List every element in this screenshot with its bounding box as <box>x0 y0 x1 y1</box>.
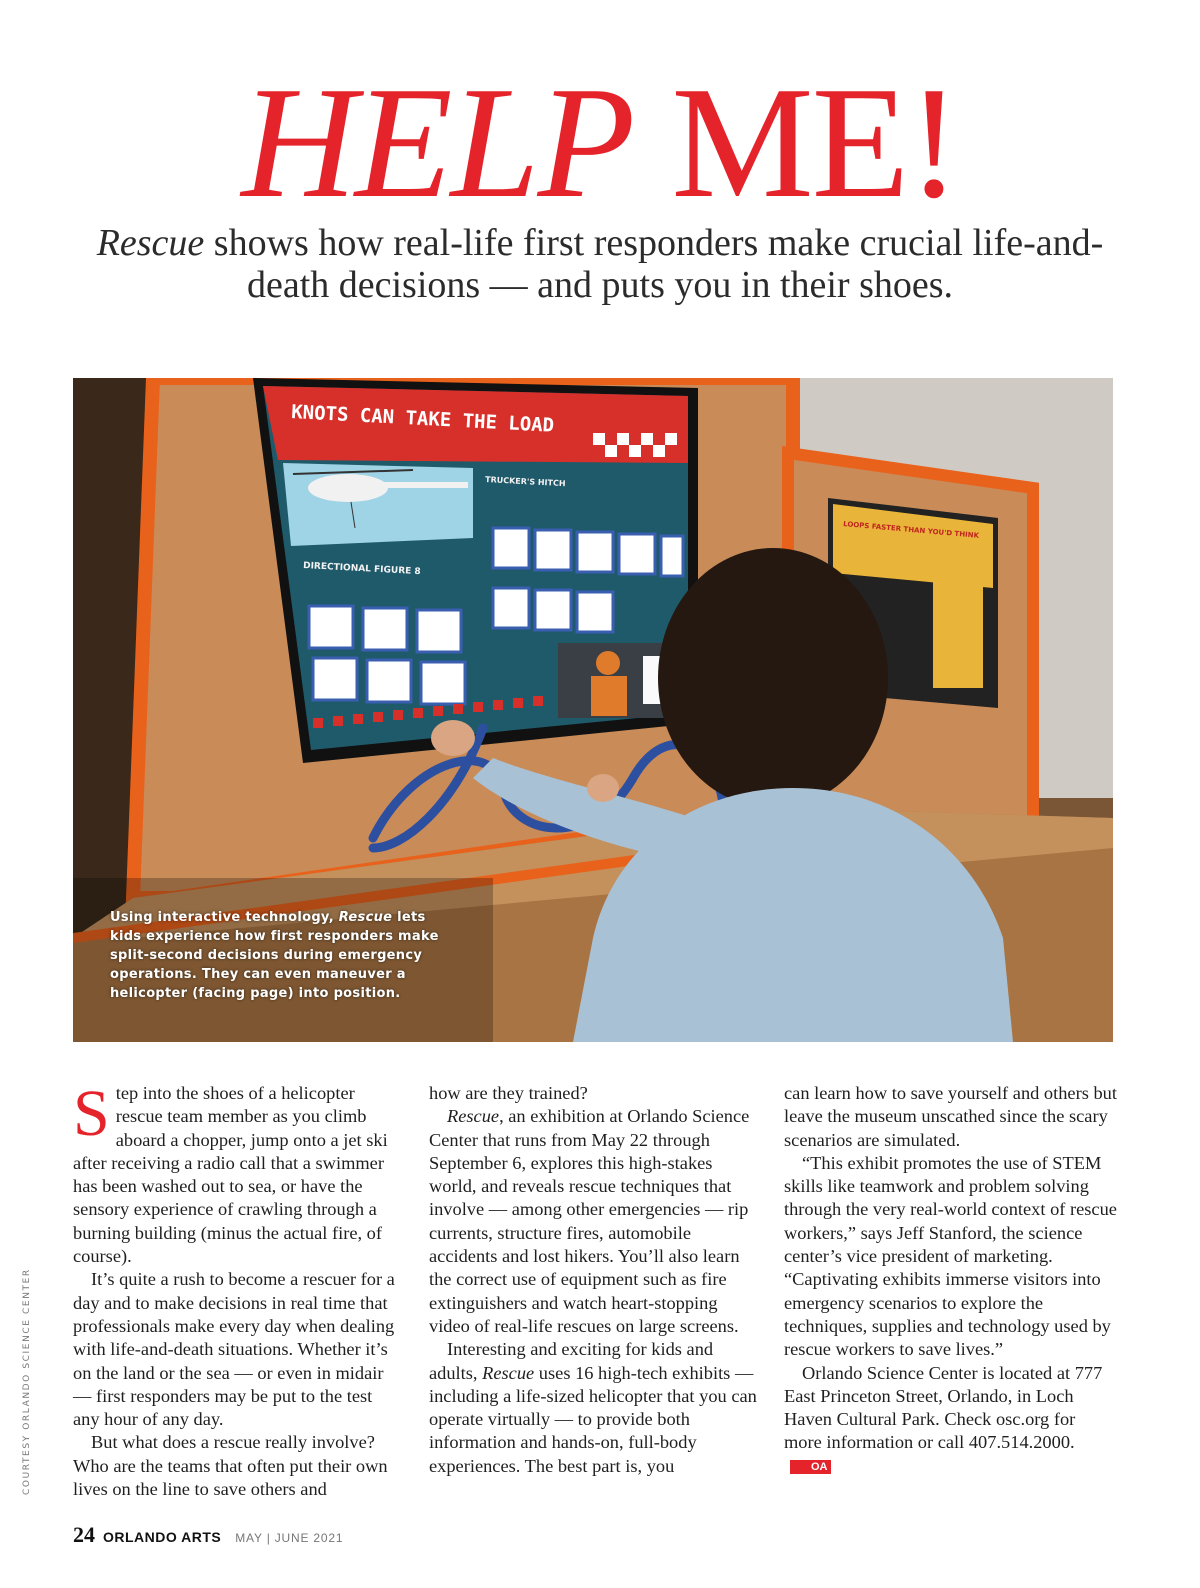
headline-part-2: ME! <box>633 53 959 231</box>
magazine-name: ORLANDO ARTS <box>103 1529 222 1545</box>
article-column-3 <box>784 1082 1117 1478</box>
caption-text-1: Using interactive technology, <box>110 910 339 925</box>
paragraph-3: But what does a rescue really involve? Who are the teams that often put their own lives on the line to save others and <box>73 1432 388 1500</box>
headline <box>0 53 1200 231</box>
deck-italic: Rescue <box>96 222 205 264</box>
issue-date: MAY | JUNE 2021 <box>235 1531 344 1545</box>
side-screen-title: LOOPS FASTER THAN YOU'D THINK <box>842 520 980 540</box>
paragraph-1-text: tep into the shoes of a helicopter rescue team member as you climb aboard a chopper, jump onto a jet ski after receiving a radio call that a swimmer has been washed out to sea, or have the sensory experience of crawling through a burning building (minus the actual fire, of course). <box>73 1083 388 1267</box>
photo-caption <box>110 908 440 1003</box>
article-column-1 <box>73 1077 403 1501</box>
drop-cap: S <box>73 1077 110 1150</box>
panel-left-heading: DIRECTIONAL FIGURE 8 <box>302 561 421 578</box>
screen-title: KNOTS CAN TAKE THE LOAD <box>290 401 555 437</box>
photo-credit: COURTESY ORLANDO SCIENCE CENTER <box>22 1268 32 1495</box>
page-number: 24 <box>73 1522 95 1547</box>
paragraph-1 <box>73 1077 403 1268</box>
paragraph-6 <box>429 1338 759 1478</box>
paragraph-6-italic: Rescue <box>482 1362 535 1383</box>
paragraph-7: can learn how to save yourself and others but leave the museum unscathed since the scary scenarios are simulated. <box>784 1083 1117 1150</box>
paragraph-6-text-a: Interesting and exciting for kids and adults, <box>429 1339 714 1383</box>
panel-right-heading: TRUCKER'S HITCH <box>484 475 566 489</box>
paragraph-5-text: , an exhibition at Orlando Science Center that runs from May 22 through September 6, explores this high-stakes world, and reveals rescue techniques that involve — among other emergencies — rip currents, structure fires, automobile accidents and lost hikers. You’ll also learn the correct use of equipment such as fire extinguishers and watch heart-stopping video of real-life rescues on large screens. <box>429 1106 750 1336</box>
article-column-2 <box>429 1082 759 1478</box>
paragraph-9 <box>784 1362 1117 1478</box>
paragraph-4: how are they trained? <box>429 1083 588 1103</box>
paragraph-5 <box>429 1105 759 1338</box>
paragraph-5-italic: Rescue <box>447 1106 500 1127</box>
deck-text: shows how real-life first responders make crucial life-and-death decisions — and puts you in their shoes. <box>204 222 1104 306</box>
paragraph-2: It’s quite a rush to become a rescuer for a day and to make decisions in real time that professionals make every day when dealing with life-and-death situations. Whether it’s on the land or the sea — or even in midair — first responders may be put to the test any hour of any day. <box>73 1269 395 1430</box>
paragraph-6-text-b: uses 16 high-tech exhibits — including a life-sized helicopter that you can operate virtually — to provide both information and hands-on, full-body experiences. The best part is, you <box>429 1362 757 1476</box>
headline-part-1: HELP <box>241 53 634 231</box>
deck-subtitle <box>60 222 1140 306</box>
paragraph-9-text: Orlando Science Center is located at 777 East Princeton Street, Orlando, in Loch Haven Cultural Park. Check osc.org for more information or call 407.514.2000. <box>784 1362 1103 1453</box>
caption-italic: Rescue <box>338 910 393 925</box>
end-mark: OA <box>790 1460 831 1474</box>
caption-text-2: lets kids experience how first responders make split-second decisions during emergency operations. They can even maneuver a helicopter (facing page) into position. <box>110 910 439 1001</box>
page-footer <box>73 1522 343 1548</box>
paragraph-8: “This exhibit promotes the use of STEM skills like teamwork and problem solving through the very real-world context of rescue workers,” says Jeff Stanford, the science center’s vice president of marketing. “Captivating exhibits immerse visitors into emergency scenarios to explore the techniques, supplies and technology used by rescue workers to save lives.” <box>784 1152 1117 1360</box>
